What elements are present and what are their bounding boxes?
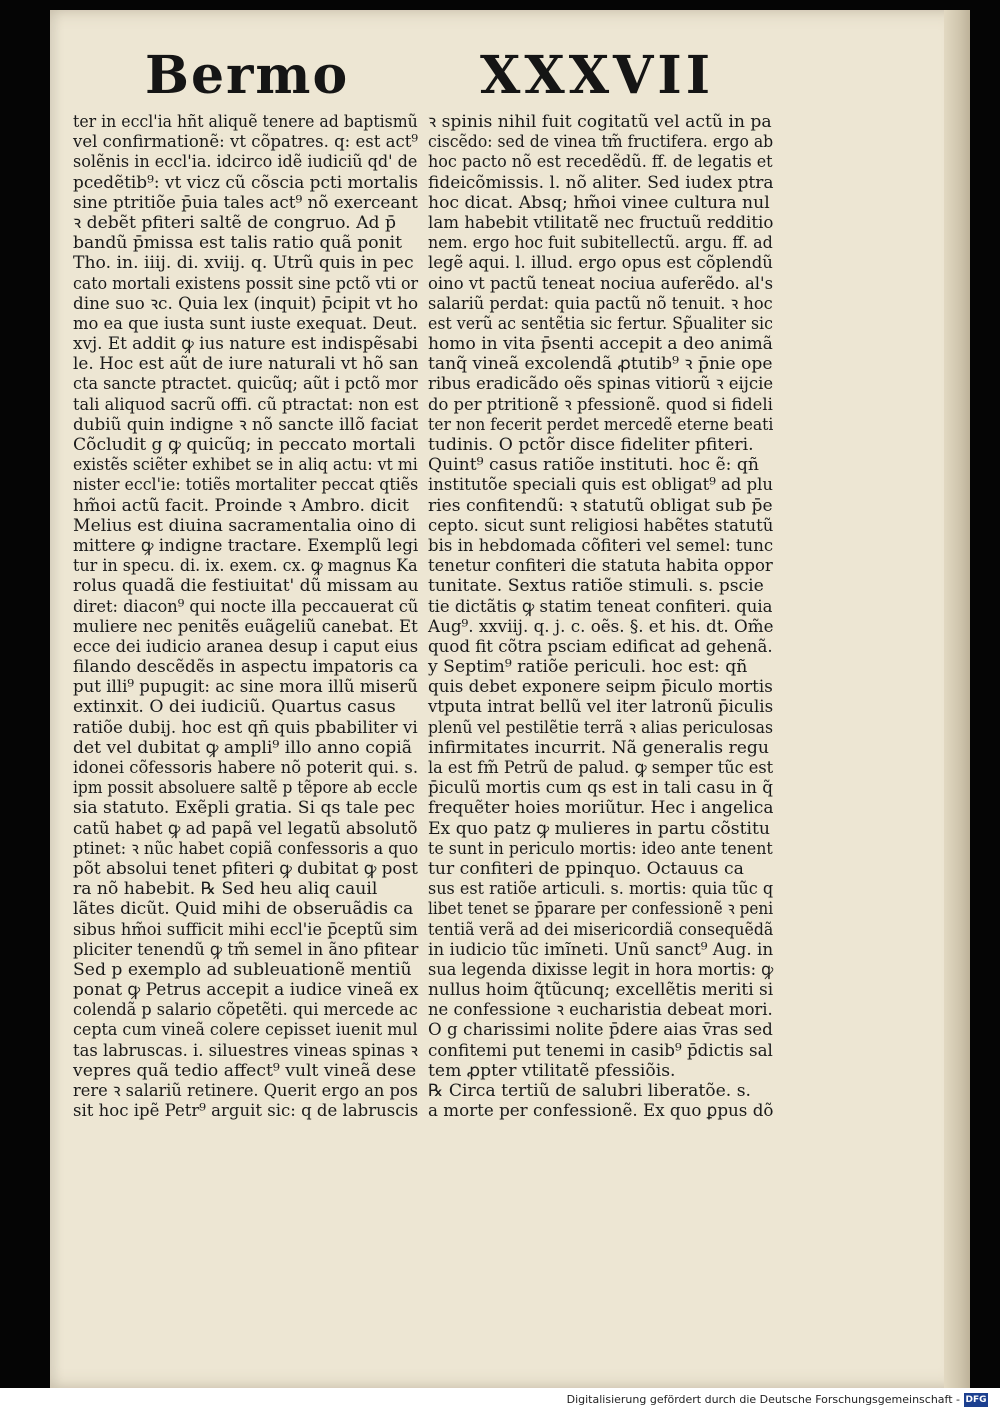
text-line: diret: diacon⁹ qui nocte illa peccauerat cũ (73, 596, 419, 617)
text-line: tur in specu. di. ix. exem. cx. ꝙ magnus Ka (73, 556, 418, 577)
text-line: Ex quo patz ꝙ mulieres in partu cõstitu (428, 818, 770, 839)
text-line: libet tenet se p̄parare per confessionẽ ꝛ peni (428, 899, 774, 920)
text-line: nem. ergo hoc fuit subitellectũ. argu. ff. ad (428, 233, 773, 254)
text-line: vtputa intrat bellũ vel iter latronũ p̄iculis (428, 697, 774, 718)
text-line: rolus quadã die festiuitat' dũ missam au (73, 576, 419, 597)
text-line: y Septim⁹ ratiõe periculi. hoc est: qñ (428, 657, 748, 678)
text-line: put illi⁹ pupugit: ac sine mora illũ miserũ (73, 677, 418, 698)
text-line: tudinis. O pctõr disce fideliter pfiteri. (428, 435, 754, 455)
text-line: ptinet: ꝛ nũc habet copiã confessoris a quo (73, 838, 419, 859)
text-line: tur confiteri de ppinquo. Octauus ca (428, 858, 744, 879)
text-line: Tho. in. iiij. di. xviij. q. Utrũ quis in pec (73, 253, 414, 274)
text-line: idonei cõfessoris habere nõ poterit qui. s. (73, 758, 419, 778)
text-line: quod fit cõtra psciam edificat ad gehenã. (428, 636, 773, 657)
text-line: legẽ aqui. l. illud. ergo opus est cõplendũ (428, 253, 773, 274)
text-line: rere ꝛ salariũ retinere. Querit ergo an pos (73, 1081, 418, 1101)
text-line: ꝛ debẽt pfiteri saltẽ de congruo. Ad p̄ (73, 212, 396, 233)
text-line: mo ea que iusta sunt iuste exequat. Deut. (73, 313, 418, 334)
text-line: pliciter tenendũ ꝙ tm̃ semel in ãno pfitear (73, 939, 419, 960)
text-line: cato mortali existens possit sine pctõ vti or (73, 273, 419, 294)
text-line: est verũ ac sentẽtia sic fertur. Sp̃ualiter sic (428, 313, 773, 334)
text-line: cepta cum vineã colere cepisset iuenit mul (73, 1020, 418, 1041)
text-line: le. Hoc est aũt de iure naturali vt hõ san (73, 354, 419, 375)
text-line: Quint⁹ casus ratiõe instituti. hoc ẽ: qñ (428, 455, 759, 476)
text-line: ℞ Circa tertiũ de salubri liberatõe. s. (428, 1081, 752, 1101)
text-line: bandũ p̄missa est talis ratio quã ponit (73, 233, 403, 254)
text-line: in iudicio tũc imĩneti. Unũ sanct⁹ Aug. in (428, 939, 774, 960)
text-line: Aug⁹. xxviij. q. j. c. oẽs. §. et his. dt. Om̃e (428, 616, 774, 637)
text-line: xvj. Et addit ꝙ ius nature est indispẽsabi (73, 334, 418, 355)
text-line: tentiã verã ad dei misericordiã consequẽdã (428, 919, 774, 940)
text-line: Sed p exemplo ad subleuationẽ mentiũ (73, 959, 412, 980)
text-line: sine ptritiõe p̄uia tales act⁹ nõ exerceant (73, 192, 418, 213)
text-line: sus est ratiõe articuli. s. mortis: quia tũc q (428, 879, 774, 900)
text-line: fideicõmissis. l. nõ aliter. Sed iudex ptra (428, 172, 774, 193)
text-line: sibus hm̃oi sufficit mihi eccl'ie p̄ceptũ sim (73, 919, 418, 940)
text-line: O g charissimi nolite p̄dere aias v̄ras sed (428, 1020, 773, 1041)
right-text-column (428, 112, 774, 1122)
text-line: hoc dicat. Absq; hm̃oi vinee cultura nul (428, 192, 770, 213)
text-line: catũ habet ꝙ ad papã vel legatũ absolutõ (73, 818, 418, 839)
text-line: p̄iculũ mortis cum qs est in tali casu in q̃ (428, 778, 773, 799)
funding-credit: Digitalisierung gefördert durch die Deutsche Forschungsgemeinschaft - (566, 1393, 960, 1406)
text-line: tali aliquod sacrũ offi. cũ ptractat: non est (73, 394, 419, 415)
text-line: cta sancte ptractet. quicũq; aũt i pctõ mor (73, 374, 418, 395)
text-line: sit hoc ipẽ Petr⁹ arguit sic: q de labruscis (73, 1101, 419, 1122)
text-line: ciscẽdo: sed de vinea tm̃ fructifera. ergo ab (428, 132, 774, 153)
text-line: dubiũ quin indigne ꝛ nõ sancte illõ faciat (73, 414, 419, 435)
running-header-sermo: Bermo (145, 45, 350, 106)
text-line: tenetur confiteri die statuta habita oppor (428, 556, 773, 577)
text-line: vepres quã tedio affect⁹ vult vineã dese (73, 1060, 417, 1081)
text-line: existẽs sciẽter exhibet se in aliq actu: vt mi (73, 455, 418, 476)
text-line: ponat ꝙ Petrus accepit a iudice vineã ex (73, 980, 419, 1001)
text-line: solẽnis in eccl'ia. idcirco idẽ iudiciũ qd' de (73, 152, 418, 173)
text-line: vel confirmationẽ: vt cõpatres. q: est act⁹ (73, 132, 418, 153)
text-line: salariũ perdat: quia pactũ nõ tenuit. ꝛ hoc (428, 293, 773, 314)
running-header-folio-number: XXXVII (480, 45, 715, 106)
text-line: ecce dei iudicio aranea desup i caput eius (73, 636, 419, 657)
text-line: sua legenda dixisse legit in hora mortis: ꝙ (428, 959, 774, 980)
text-line: dine suo ꝛc. Quia lex (inquit) p̄cipit vt ho (73, 293, 419, 314)
text-line: colendã p salario cõpetẽti. qui mercede ac (73, 1000, 418, 1021)
text-line: ꝛ spinis nihil fuit cogitatũ vel actũ in pa (428, 112, 772, 132)
text-line: tunitate. Sextus ratiõe stimuli. s. pscie (428, 576, 764, 597)
text-line: sia statuto. Exẽpli gratia. Si qs tale pec (73, 798, 415, 819)
text-line: ter in eccl'ia hñt aliquẽ tenere ad baptismũ (73, 112, 418, 132)
text-line: tas labruscas. i. siluestres vineas spinas ꝛ (73, 1040, 418, 1061)
text-line: põt absolui tenet pfiteri ꝙ dubitat ꝙ post (73, 858, 418, 879)
text-line: bis in hebdomada cõfiteri vel semel: tunc (428, 535, 774, 556)
text-line: ries confitendũ: ꝛ statutũ obligat sub p̄e (428, 495, 773, 516)
text-line: ribus eradicãdo oẽs spinas vitiorũ ꝛ eijcie (428, 374, 774, 395)
text-line: filando descẽdẽs in aspectu impatoris ca (73, 657, 419, 678)
text-line: a morte per confessionẽ. Ex quo ꝑpus dõ (428, 1101, 774, 1122)
text-line: la est fm̃ Petrũ de palud. ꝙ semper tũc est (428, 758, 774, 778)
text-line: muliere nec penitẽs euãgeliũ canebat. Et (73, 616, 418, 637)
text-line: homo in vita p̄senti accepit a deo animã (428, 334, 773, 355)
text-line: ter non fecerit perdet mercedẽ eterne beati (428, 414, 774, 435)
text-line: ra nõ habebit. ℞ Sed heu aliq cauil (73, 879, 378, 900)
text-line: tie dictãtis ꝙ statim teneat confiteri. quia (428, 596, 773, 617)
text-line: Cõcludit g ꝙ quicũq; in peccato mortali (73, 435, 416, 455)
text-line: frequẽter hoies moriũtur. Hec i angelica (428, 798, 774, 819)
text-line: tem ꝓpter vtilitatẽ pfessiõis. (428, 1060, 676, 1081)
text-line: hoc pacto nõ est recedẽdũ. ff. de legatis et (428, 152, 773, 173)
text-line: extinxit. O dei iudiciũ. Quartus casus (73, 697, 396, 718)
text-line: nullus hoim q̃tũcunq; excellẽtis meriti si (428, 980, 774, 1001)
text-line: institutõe speciali quis est obligat⁹ ad plu (428, 475, 773, 496)
text-line: hm̃oi actũ facit. Proinde ꝛ Ambro. dicit (73, 495, 409, 516)
left-text-column (73, 112, 419, 1122)
text-line: ratiõe dubij. hoc est qñ quis pbabiliter vi (73, 717, 418, 738)
text-line: oino vt pactũ teneat nociua auferẽdo. al's (428, 273, 774, 294)
text-line: pcedẽtib⁹: vt vicz cũ cõscia pcti mortalis (73, 172, 419, 193)
text-line: cepto. sicut sunt religiosi habẽtes statutũ (428, 515, 774, 536)
text-line: te sunt in periculo mortis: ideo ante tenent (428, 838, 773, 859)
text-line: do per ptritionẽ ꝛ pfessionẽ. quod si fideli (428, 394, 773, 415)
text-line: tanq̃ vineã excolendã ꝓtutib⁹ ꝛ p̄nie ope (428, 354, 773, 375)
text-line: lam habebit vtilitatẽ nec fructuũ redditio (428, 212, 774, 233)
text-line: lãtes dicũt. Quid mihi de obseruãdis ca (73, 899, 414, 920)
text-line: ne confessione ꝛ eucharistia debeat mori. (428, 1000, 773, 1021)
text-line: plenũ vel pestilẽtie terrã ꝛ alias periculosas (428, 717, 774, 738)
text-line: Melius est diuina sacramentalia oino di (73, 515, 417, 536)
text-line: mittere ꝙ indigne tractare. Exemplũ legi (73, 535, 419, 556)
page-edge (944, 10, 970, 1388)
text-line: quis debet exponere seipm p̄iculo mortis (428, 677, 773, 698)
text-line: ipm possit absoluere saltẽ p tẽpore ab eccle (73, 778, 418, 799)
dfg-logo: DFG (965, 1395, 987, 1405)
text-line: nister eccl'ie: totiẽs mortaliter peccat qtiẽs (73, 475, 419, 496)
text-line: det vel dubitat ꝙ ampli⁹ illo anno copiã (73, 737, 412, 758)
text-line: infirmitates incurrit. Nã generalis regu (428, 737, 769, 758)
text-line: confitemi put tenemi in casib⁹ p̄dictis sal (428, 1040, 773, 1061)
